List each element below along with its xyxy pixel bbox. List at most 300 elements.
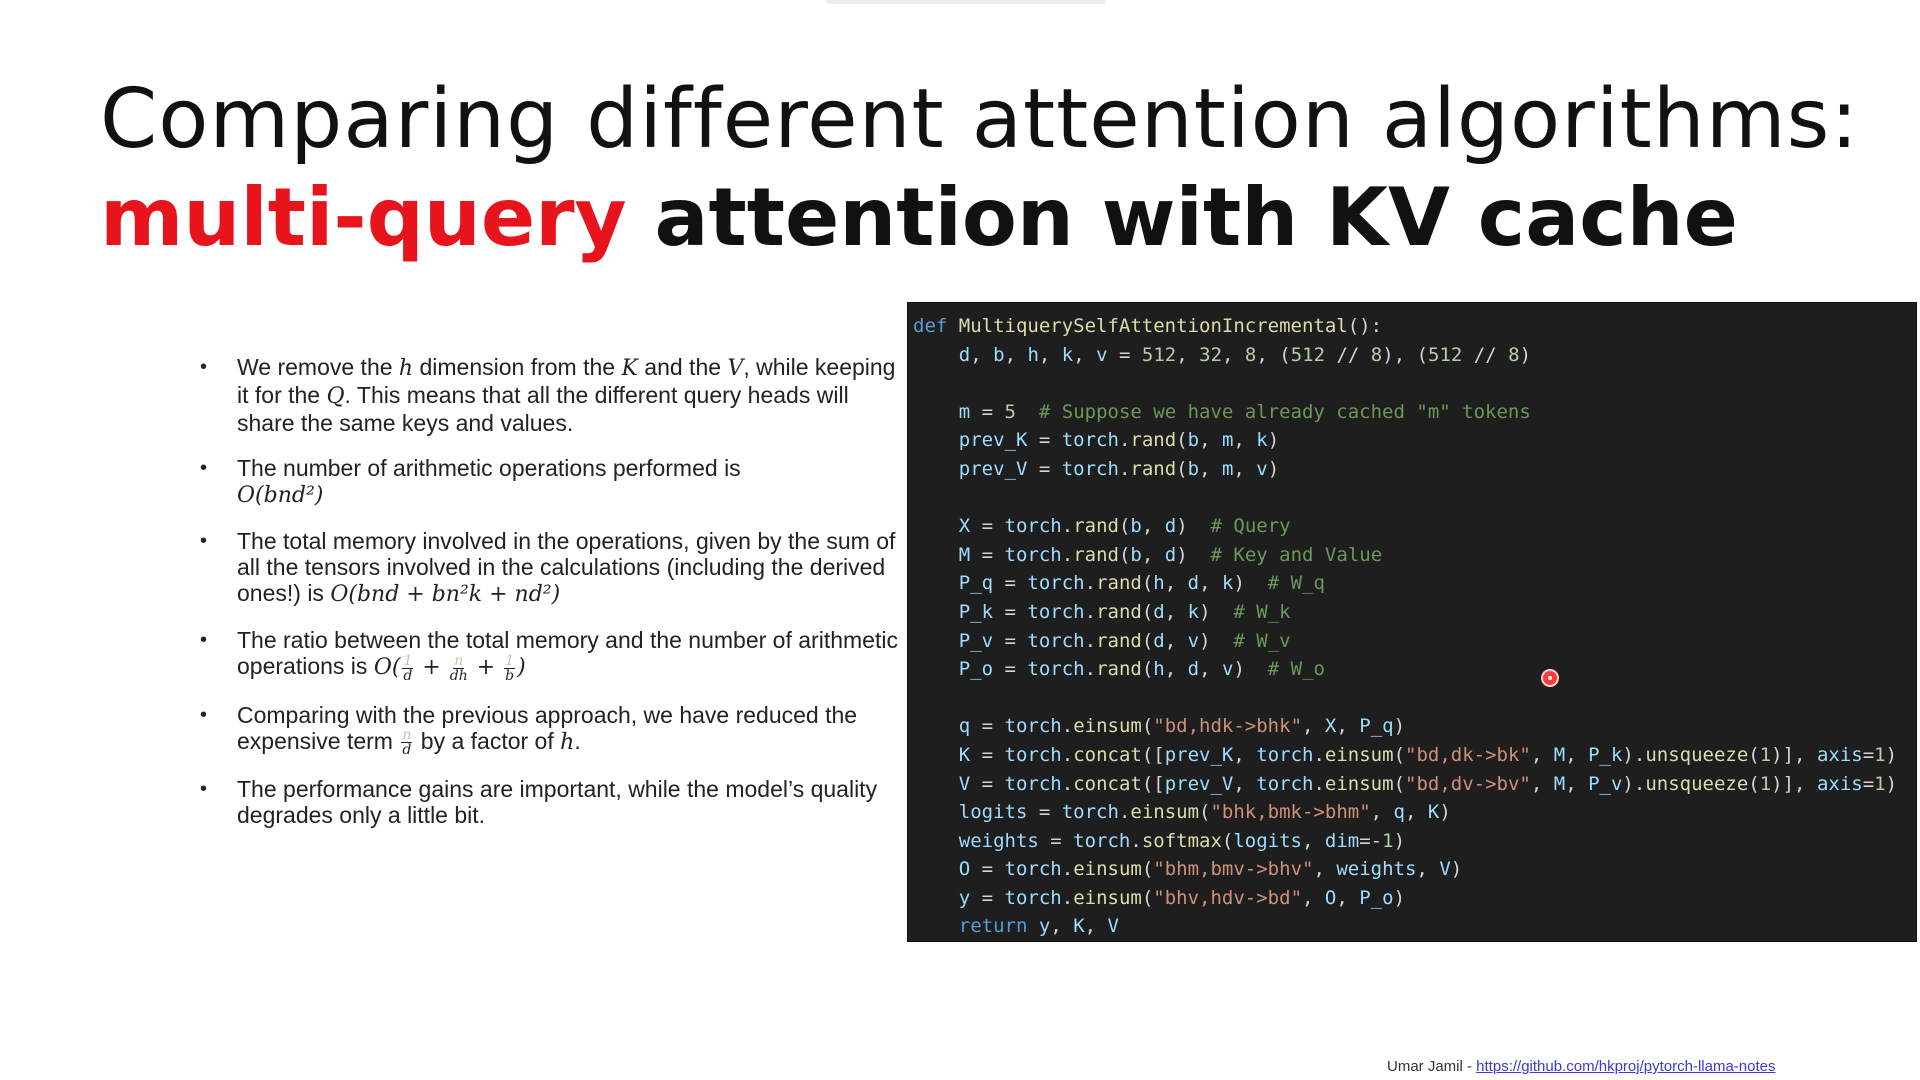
code-token: ) — [1393, 715, 1406, 738]
code-token — [913, 401, 959, 423]
code-token: ) — [1199, 600, 1234, 623]
code-token: , — [1233, 743, 1257, 766]
code-token: , — [1404, 801, 1428, 824]
code-token: torch — [1061, 429, 1119, 452]
code-token: . — [1084, 572, 1097, 595]
code-token: k — [1061, 343, 1074, 366]
code-token: . — [1118, 457, 1131, 480]
title-line-1: Comparing different attention algorithms: — [100, 72, 1859, 167]
code-token: . — [1084, 600, 1097, 623]
code-line — [913, 712, 1916, 741]
code-line — [913, 912, 1916, 941]
code-token: "bd,dv->bv" — [1405, 772, 1531, 795]
code-token — [913, 830, 959, 852]
code-token: "bd,dk->bk" — [1405, 743, 1531, 766]
code-token: # W_v — [1233, 629, 1291, 652]
code-token: y — [1038, 915, 1051, 938]
code-token: d — [1164, 543, 1177, 566]
code-token: =- — [1359, 829, 1383, 852]
code-token: torch — [1061, 801, 1119, 824]
title-accent: multi-query — [100, 171, 627, 264]
code-token: rand — [1073, 515, 1119, 538]
code-token: , — [1530, 743, 1554, 766]
code-token: , ( — [1256, 343, 1291, 366]
code-line — [913, 455, 1916, 484]
code-line — [913, 541, 1916, 570]
code-token: h — [1153, 572, 1165, 595]
code-token: rand — [1096, 629, 1142, 652]
code-token: , — [1050, 915, 1074, 938]
code-token: , — [1233, 429, 1257, 452]
code-token: ( — [1141, 658, 1154, 681]
code-token: b — [1130, 543, 1142, 566]
code-token: 1 — [1382, 829, 1394, 852]
code-token: , — [1164, 629, 1188, 652]
code-line — [913, 484, 1916, 513]
code-token: ( — [1221, 829, 1234, 852]
code-token: ( — [1141, 572, 1154, 595]
bullet-text: . — [574, 727, 581, 754]
pointer-cursor-icon — [1543, 671, 1557, 685]
code-token — [913, 429, 959, 451]
bullet-text: The performance gains are important, while the model’s quality degrades only a little bit. — [237, 775, 878, 828]
code-token: , — [1302, 715, 1325, 738]
code-token: torch — [1004, 543, 1062, 566]
math-plus: + — [469, 655, 503, 680]
code-line — [913, 512, 1916, 541]
code-token: ) — [1176, 543, 1211, 566]
code-token: m — [1221, 429, 1234, 452]
code-token: P_o — [958, 658, 994, 681]
code-token — [913, 630, 959, 652]
code-token: # Suppose we have already cached "m" tokens — [1038, 400, 1531, 423]
code-token — [913, 715, 959, 737]
bullet-text: , while keeping it for the — [237, 354, 896, 408]
code-token: . — [1061, 886, 1074, 909]
code-token: ([ — [1141, 743, 1165, 766]
code-token: 8 — [1508, 343, 1520, 366]
code-token: torch — [1027, 629, 1085, 652]
code-token — [913, 344, 959, 366]
code-token: = — [1862, 743, 1875, 766]
code-line — [913, 884, 1916, 913]
code-token: = — [1107, 343, 1142, 366]
code-token: P_q — [1359, 715, 1394, 738]
code-token — [913, 601, 959, 623]
code-line — [913, 398, 1916, 427]
code-token: , — [1199, 457, 1222, 480]
code-token: "bhv,hdv->bd" — [1153, 886, 1303, 909]
code-token: 512 — [1290, 343, 1326, 366]
bullet-text: The total memory involved in the operations, given by the sum of all the tensors involved in the calculations (including the derived ones!) is — [237, 528, 896, 606]
code-token — [913, 858, 959, 880]
code-token: concat — [1073, 772, 1142, 795]
code-token: "bhm,bmv->bhv" — [1153, 858, 1314, 881]
code-token: weights — [1336, 858, 1417, 881]
fraction-denominator: d — [402, 741, 412, 758]
code-token: V — [1107, 915, 1119, 938]
fraction — [402, 654, 413, 683]
code-token: , — [970, 343, 994, 366]
code-token: . — [1061, 543, 1074, 566]
code-token: , — [1370, 801, 1394, 824]
code-token: , — [1176, 343, 1200, 366]
code-token: , — [1164, 658, 1188, 681]
code-token: . — [1118, 429, 1131, 452]
code-token: torch — [1004, 515, 1062, 538]
code-token: = — [993, 600, 1028, 623]
code-token: ( — [1141, 629, 1154, 652]
fraction-denominator: b — [505, 667, 515, 684]
code-token: , — [1565, 743, 1589, 766]
code-token: K — [1427, 801, 1440, 824]
code-token: P_k — [958, 600, 994, 623]
code-token: v — [1096, 343, 1108, 366]
code-token: ). — [1622, 772, 1646, 795]
bullet-text: by a factor of — [414, 727, 561, 754]
code-line — [913, 855, 1916, 884]
code-token: . — [1061, 858, 1074, 881]
code-token: ( — [1141, 600, 1154, 623]
code-token: ( — [1393, 772, 1406, 795]
code-token: K — [958, 743, 971, 766]
math-term: h — [560, 729, 575, 755]
code-token: k — [1256, 429, 1268, 452]
code-token: ( — [1748, 743, 1760, 766]
code-token — [913, 887, 959, 909]
code-token: d — [1153, 600, 1165, 623]
code-token: d — [1164, 515, 1177, 538]
bullet-text: and the — [637, 354, 728, 380]
code-token: = — [970, 400, 1005, 423]
code-line — [913, 655, 1916, 684]
code-token: P_q — [958, 572, 994, 595]
code-token: # W_o — [1267, 658, 1325, 681]
code-token: P_v — [1588, 772, 1623, 795]
code-token: q — [958, 715, 971, 738]
code-token: ( — [1141, 715, 1154, 738]
code-token: , — [1302, 829, 1325, 852]
bullet-item — [200, 354, 900, 436]
code-token: torch — [1004, 715, 1062, 738]
code-token: torch — [1061, 457, 1119, 480]
code-token: rand — [1096, 658, 1142, 681]
code-token: rand — [1130, 429, 1177, 452]
code-token: d — [1153, 629, 1165, 652]
code-token: unsqueeze — [1645, 772, 1749, 795]
code-token: torch — [1073, 829, 1131, 852]
code-token: torch — [1027, 658, 1085, 681]
code-token — [947, 315, 958, 337]
code-token: ( — [1176, 429, 1188, 452]
code-token: , — [1302, 886, 1325, 909]
bullet-item — [200, 776, 900, 828]
code-token: , — [1565, 772, 1589, 795]
code-token: M — [1553, 743, 1566, 766]
code-token: ( — [1199, 801, 1211, 824]
code-token: = — [970, 515, 1005, 538]
code-token: , — [1233, 457, 1257, 480]
code-line — [913, 827, 1916, 856]
code-token: softmax — [1141, 829, 1222, 852]
math-close: ) — [517, 655, 526, 680]
code-token: v — [1221, 658, 1234, 681]
code-token: # W_q — [1267, 572, 1325, 595]
code-token — [1027, 915, 1038, 937]
code-token: ) — [1439, 801, 1451, 824]
code-line — [913, 598, 1916, 627]
code-token — [913, 801, 959, 823]
code-token: rand — [1130, 457, 1177, 480]
code-token: // — [1325, 343, 1371, 366]
code-token: = — [1027, 457, 1062, 480]
code-token: , — [1222, 343, 1245, 366]
code-token: rand — [1096, 600, 1142, 623]
code-token: ( — [1118, 515, 1131, 538]
code-token: = — [1027, 801, 1062, 824]
code-token: 512 — [1141, 343, 1177, 366]
bullet-item — [200, 702, 900, 757]
code-token: b — [1130, 515, 1142, 538]
math-term: Q — [326, 384, 345, 409]
code-token: prev_V — [1164, 772, 1234, 795]
code-token: , — [1199, 572, 1222, 595]
code-token: V — [1439, 858, 1451, 881]
code-token: ) — [1233, 658, 1268, 681]
code-line — [913, 569, 1916, 598]
code-token: torch — [1004, 772, 1062, 795]
code-token: h — [1027, 343, 1039, 366]
code-line — [913, 369, 1916, 398]
code-token: ), ( — [1382, 343, 1429, 366]
code-token: = — [1862, 772, 1875, 795]
code-token: . — [1313, 772, 1325, 795]
code-token: , — [1530, 772, 1554, 795]
code-line — [913, 684, 1916, 713]
code-token: k — [1221, 572, 1234, 595]
title-rest: attention with KV cache — [626, 171, 1738, 264]
code-token: ) — [1885, 772, 1898, 795]
code-token: ( — [1141, 858, 1154, 881]
code-token: O — [1324, 886, 1337, 909]
code-token: , — [1233, 772, 1257, 795]
code-token: torch — [1256, 743, 1314, 766]
code-token: ) — [1885, 743, 1898, 766]
code-token: P_o — [1359, 886, 1394, 909]
code-token: , — [1199, 429, 1222, 452]
bullet-item — [200, 627, 900, 683]
code-token — [913, 572, 959, 594]
code-token: O — [958, 858, 971, 881]
code-token: m — [958, 400, 971, 423]
code-token: einsum — [1324, 772, 1394, 795]
code-token: = — [970, 858, 1005, 881]
code-token: 1 — [1874, 743, 1886, 766]
fraction-numerator: 1 — [505, 652, 515, 669]
code-token: q — [1393, 801, 1405, 824]
code-token: MultiquerySelfAttentionIncremental — [958, 315, 1348, 337]
code-token: torch — [1004, 886, 1062, 909]
code-token: # Key and Value — [1210, 543, 1383, 566]
code-token: ([ — [1141, 772, 1165, 795]
code-token: = — [970, 886, 1005, 909]
code-token: 32 — [1199, 343, 1223, 366]
code-token: torch — [1004, 858, 1062, 881]
code-token: axis — [1816, 743, 1863, 766]
slide-title — [100, 70, 1859, 268]
code-token — [913, 915, 959, 937]
code-token: ) — [1393, 829, 1406, 852]
code-token: v — [1187, 629, 1200, 652]
code-token: . — [1130, 829, 1142, 852]
code-token: torch — [1004, 743, 1062, 766]
code-token: . — [1084, 658, 1097, 681]
code-token: einsum — [1073, 886, 1142, 909]
code-token — [913, 458, 959, 480]
bullet-list — [200, 354, 900, 828]
code-token: y — [958, 886, 971, 909]
code-token: # Query — [1210, 515, 1291, 538]
code-line — [913, 741, 1916, 770]
code-token: = — [1038, 829, 1074, 852]
code-token: = — [970, 715, 1005, 738]
code-token: ) — [1393, 886, 1406, 909]
code-token: einsum — [1073, 715, 1142, 738]
code-line — [913, 312, 1916, 341]
code-token: , — [1141, 515, 1165, 538]
code-token: . — [1084, 629, 1097, 652]
code-token: ) — [1233, 572, 1268, 595]
code-token: torch — [1027, 600, 1085, 623]
code-token: dim — [1324, 829, 1360, 852]
code-token: = — [1027, 429, 1062, 452]
code-token: = — [970, 743, 1005, 766]
code-token: , — [1336, 886, 1360, 909]
math-plus: + — [415, 655, 448, 680]
math-open: O( — [373, 655, 401, 680]
code-token: 512 — [1428, 343, 1463, 366]
code-token: , — [1416, 858, 1440, 881]
code-token: axis — [1816, 772, 1863, 795]
code-token: , — [1313, 858, 1337, 881]
code-line — [913, 627, 1916, 656]
code-token: . — [1061, 743, 1074, 766]
code-token: ( — [1141, 886, 1154, 909]
fraction-denominator: d — [403, 667, 413, 684]
code-token: 8 — [1370, 343, 1383, 366]
code-token: unsqueeze — [1645, 743, 1749, 766]
code-token: ( — [1176, 457, 1188, 480]
code-line — [913, 798, 1916, 827]
code-token: )], — [1771, 772, 1817, 795]
math-formula — [373, 652, 526, 684]
code-token: v — [1256, 457, 1268, 480]
code-token: "bhk,bmk->bhm" — [1210, 801, 1371, 824]
footer-link[interactable]: https://github.com/hkproj/pytorch-llama-notes — [1476, 1058, 1776, 1075]
code-token: ) — [1450, 858, 1463, 881]
code-token: = — [993, 658, 1028, 681]
code-token: ( — [1393, 743, 1406, 766]
code-token: b — [993, 343, 1005, 366]
code-token: rand — [1096, 572, 1142, 595]
code-block — [907, 302, 1917, 942]
code-token: 8 — [1244, 343, 1257, 366]
code-token: (): — [1347, 315, 1383, 337]
code-token: , — [1164, 600, 1188, 623]
footer-credit — [1387, 1058, 1775, 1075]
code-token: , — [1084, 915, 1108, 938]
fraction — [401, 728, 412, 757]
math-formula: O(bnd + bn²k + nd²) — [330, 582, 561, 607]
code-token: 5 — [1004, 400, 1016, 423]
code-token: ) — [1267, 429, 1280, 452]
math-formula: O(bnd²) — [237, 483, 324, 508]
code-token: V — [958, 772, 971, 795]
code-token: 1 — [1759, 743, 1772, 766]
fraction — [504, 654, 515, 683]
math-term: K — [621, 356, 638, 381]
code-token: )], — [1771, 743, 1817, 766]
code-token: ) — [1267, 457, 1280, 480]
bullet-item — [200, 455, 900, 509]
code-token: # W_k — [1233, 600, 1291, 623]
code-token: = — [970, 543, 1005, 566]
code-token: . — [1118, 801, 1131, 824]
code-token: 1 — [1874, 772, 1886, 795]
code-token: logits — [1233, 829, 1302, 852]
code-token: d — [1187, 572, 1200, 595]
top-bar — [826, 0, 1106, 4]
code-token: // — [1462, 343, 1509, 366]
code-token — [913, 658, 959, 680]
code-token: prev_K — [1164, 743, 1234, 766]
bullet-text: dimension from the — [413, 354, 622, 380]
code-token: rand — [1073, 543, 1119, 566]
code-token: K — [1073, 915, 1085, 938]
code-token: = — [970, 772, 1005, 795]
code-token: = — [993, 572, 1028, 595]
code-token: , — [1038, 343, 1062, 366]
math-term: V — [727, 356, 744, 381]
code-token: . — [1061, 515, 1074, 538]
fraction — [450, 654, 468, 683]
code-token: P_v — [958, 629, 994, 652]
code-token: torch — [1027, 572, 1085, 595]
code-token: h — [1153, 658, 1165, 681]
math-term: h — [398, 356, 414, 381]
footer-author: Umar Jamil - — [1387, 1058, 1477, 1075]
code-token: , — [1336, 715, 1360, 738]
code-line — [913, 770, 1916, 799]
bullet-text: . This means that all the different query heads will share the same keys and values. — [237, 382, 849, 436]
code-token: = — [993, 629, 1028, 652]
code-token: M — [1553, 772, 1566, 795]
code-token: ) — [1176, 515, 1211, 538]
code-token: . — [1061, 715, 1074, 738]
bullet-text: The ratio between the total memory and the number of arithmetic operations is — [237, 627, 898, 679]
code-token: weights — [958, 829, 1039, 852]
code-token: return — [958, 915, 1028, 938]
fraction-numerator: n — [454, 652, 464, 669]
code-token: ) — [1519, 343, 1532, 366]
bullet-text: The number of arithmetic operations performed is — [237, 455, 741, 481]
code-token: . — [1061, 772, 1074, 795]
fraction-numerator: 1 — [403, 652, 413, 669]
code-token: einsum — [1324, 743, 1394, 766]
bullet-text: Comparing with the previous approach, we have reduced the expensive term — [237, 701, 858, 754]
code-token — [1016, 401, 1039, 423]
code-line — [913, 341, 1916, 370]
